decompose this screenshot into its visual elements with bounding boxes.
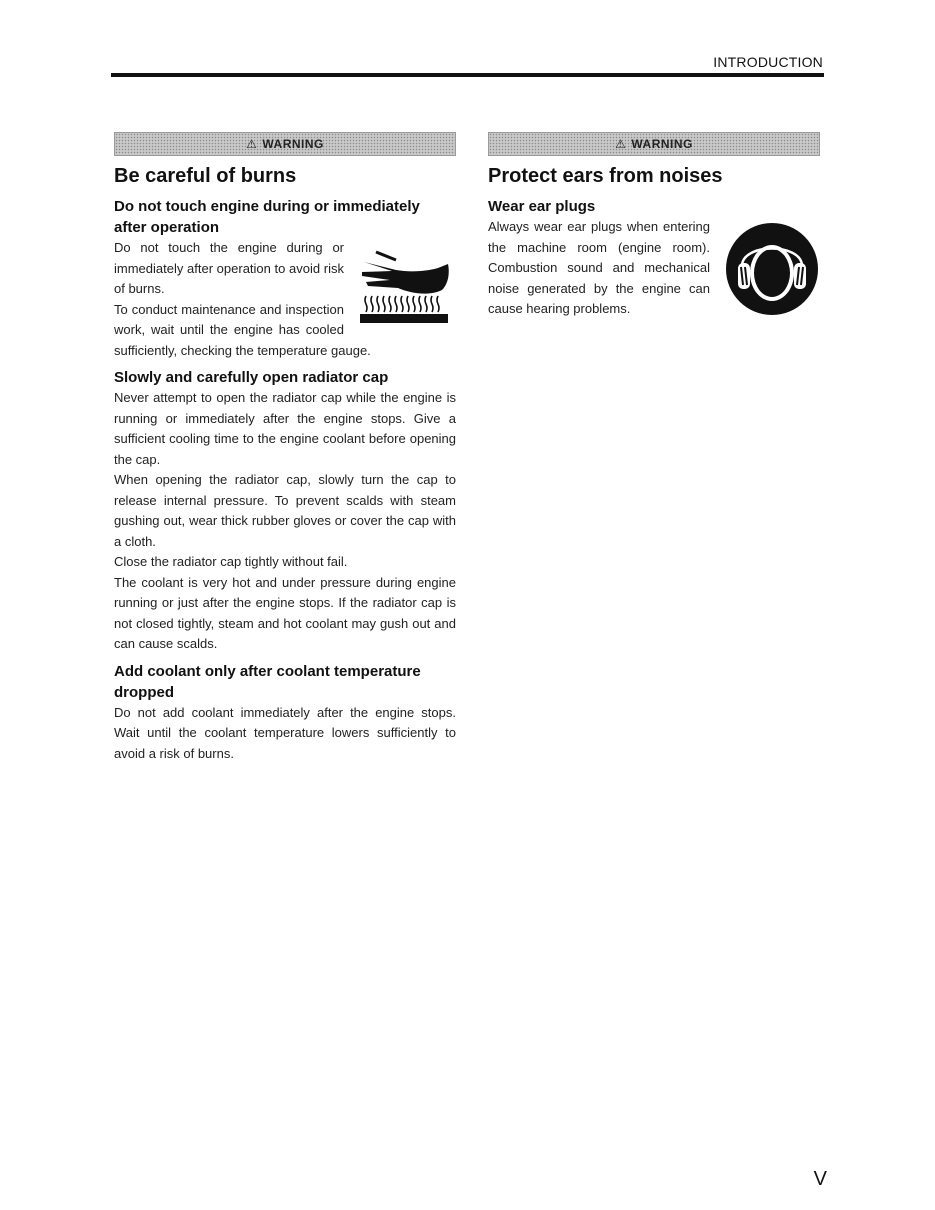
warning-bar-noise bbox=[488, 132, 820, 156]
paragraph-do-not-touch-1: Do not touch the engine during or immediately after operation to avoid risk of burns. bbox=[114, 240, 344, 296]
section-title-noise: Protect ears from noises bbox=[488, 165, 723, 187]
page-number: V bbox=[813, 1168, 827, 1190]
paragraph-radiator-1: Never attempt to open the radiator cap while the engine is running or immediately after the engine stops. Give a sufficient cooling time to the engine coolant before opening the cap. bbox=[114, 390, 456, 467]
subheading-ear-plugs: Wear ear plugs bbox=[488, 198, 596, 215]
paragraph-radiator-2: When opening the radiator cap, slowly turn the cap to release internal pressure. To prevent scalds with steam gushing out, wear thick rubber gloves or cover the cap with a cloth. bbox=[114, 472, 456, 549]
left-column bbox=[114, 132, 456, 764]
subheading-do-not-touch: Do not touch engine during or immediately after operation bbox=[114, 198, 420, 236]
paragraph-add-coolant: Do not add coolant immediately after the engine stops. Wait until the coolant temperature lowers sufficiently to avoid a risk of burns. bbox=[114, 704, 456, 761]
warning-label: WARNING bbox=[631, 137, 693, 151]
subheading-add-coolant: Add coolant only after coolant temperature dropped bbox=[114, 662, 421, 701]
warning-triangle-icon: ⚠ bbox=[615, 137, 627, 151]
right-column bbox=[488, 132, 820, 321]
header-rule bbox=[111, 73, 824, 77]
section-title-burns: Be careful of burns bbox=[114, 165, 297, 187]
paragraph-radiator-3: Close the radiator cap tightly without fail. bbox=[114, 554, 348, 569]
ear-protection-icon bbox=[724, 221, 820, 317]
subheading-radiator-cap: Slowly and carefully open radiator cap bbox=[114, 369, 389, 386]
hot-surface-hand-icon bbox=[356, 242, 456, 332]
warning-label: WARNING bbox=[262, 137, 324, 151]
paragraph-radiator-4: The coolant is very hot and under pressure during engine running or just after the engine stops. If the radiator cap is not closed tightly, steam and hot coolant may gush out and can cause scalds. bbox=[114, 574, 456, 651]
warning-bar-burns bbox=[114, 132, 456, 156]
warning-triangle-icon: ⚠ bbox=[246, 137, 258, 151]
paragraph-ear-plugs: Always wear ear plugs when entering the machine room (engine room). Combustion sound and mechanical noise generated by the engine can cause hearing problems. bbox=[488, 219, 710, 316]
paragraph-do-not-touch-2: To conduct maintenance and inspection work, wait until the engine has cooled sufficiently, checking the temperature gauge. bbox=[114, 301, 371, 358]
running-header: INTRODUCTION bbox=[713, 54, 823, 70]
